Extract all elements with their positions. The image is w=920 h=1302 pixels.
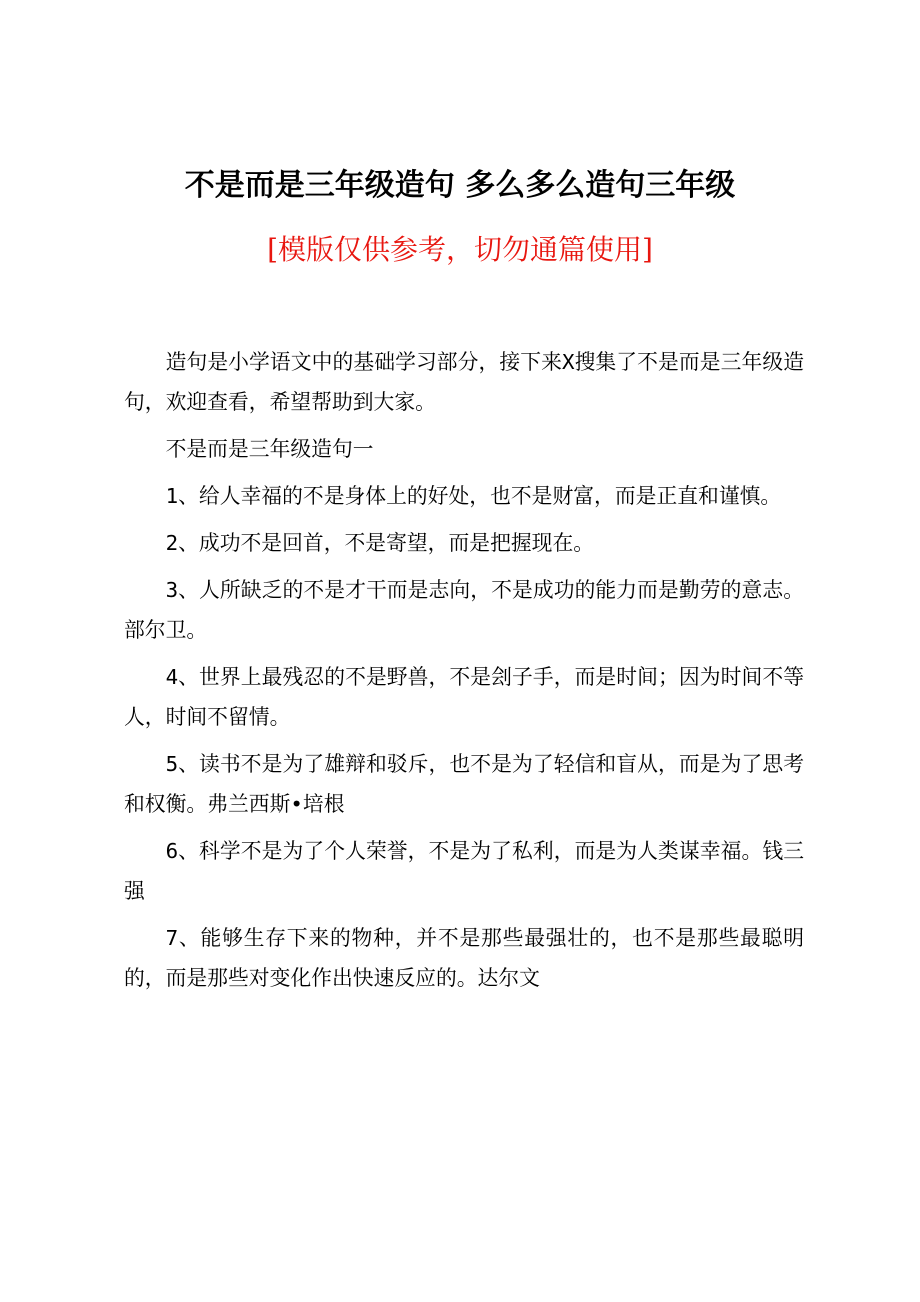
example-sentence-5: 5、读书不是为了雄辩和驳斥，也不是为了轻信和盲从，而是为了思考和权衡。弗兰西斯•培根 [124, 752, 804, 816]
example-sentence-1: 1、给人幸福的不是身体上的好处，也不是财富，而是正直和谨慎。 [165, 484, 782, 508]
template-notice: [模版仅供参考，切勿通篇使用] [267, 233, 653, 266]
document-title: 不是而是三年级造句 多么多么造句三年级 [184, 168, 736, 203]
example-sentence-3: 3、人所缺乏的不是才干而是志向，不是成功的能力而是勤劳的意志。部尔卫。 [124, 578, 804, 642]
intro-paragraph: 造句是小学语文中的基础学习部分，接下来X搜集了不是而是三年级造句，欢迎查看，希望帮助到大家。 [124, 350, 804, 414]
example-sentence-4: 4、世界上最残忍的不是野兽，不是刽子手，而是时间；因为时间不等人，时间不留情。 [124, 665, 804, 729]
example-sentence-2: 2、成功不是回首，不是寄望，而是把握现在。 [165, 531, 595, 555]
example-sentence-7: 7、能够生存下来的物种，并不是那些最强壮的，也不是那些最聪明的，而是那些对变化作出快速反应的。达尔文 [124, 926, 804, 990]
document-body [124, 342, 804, 1005]
example-sentence-6: 6、科学不是为了个人荣誉，不是为了私利，而是为人类谋幸福。钱三强 [124, 839, 804, 903]
section-heading: 不是而是三年级造句一 [165, 437, 374, 461]
